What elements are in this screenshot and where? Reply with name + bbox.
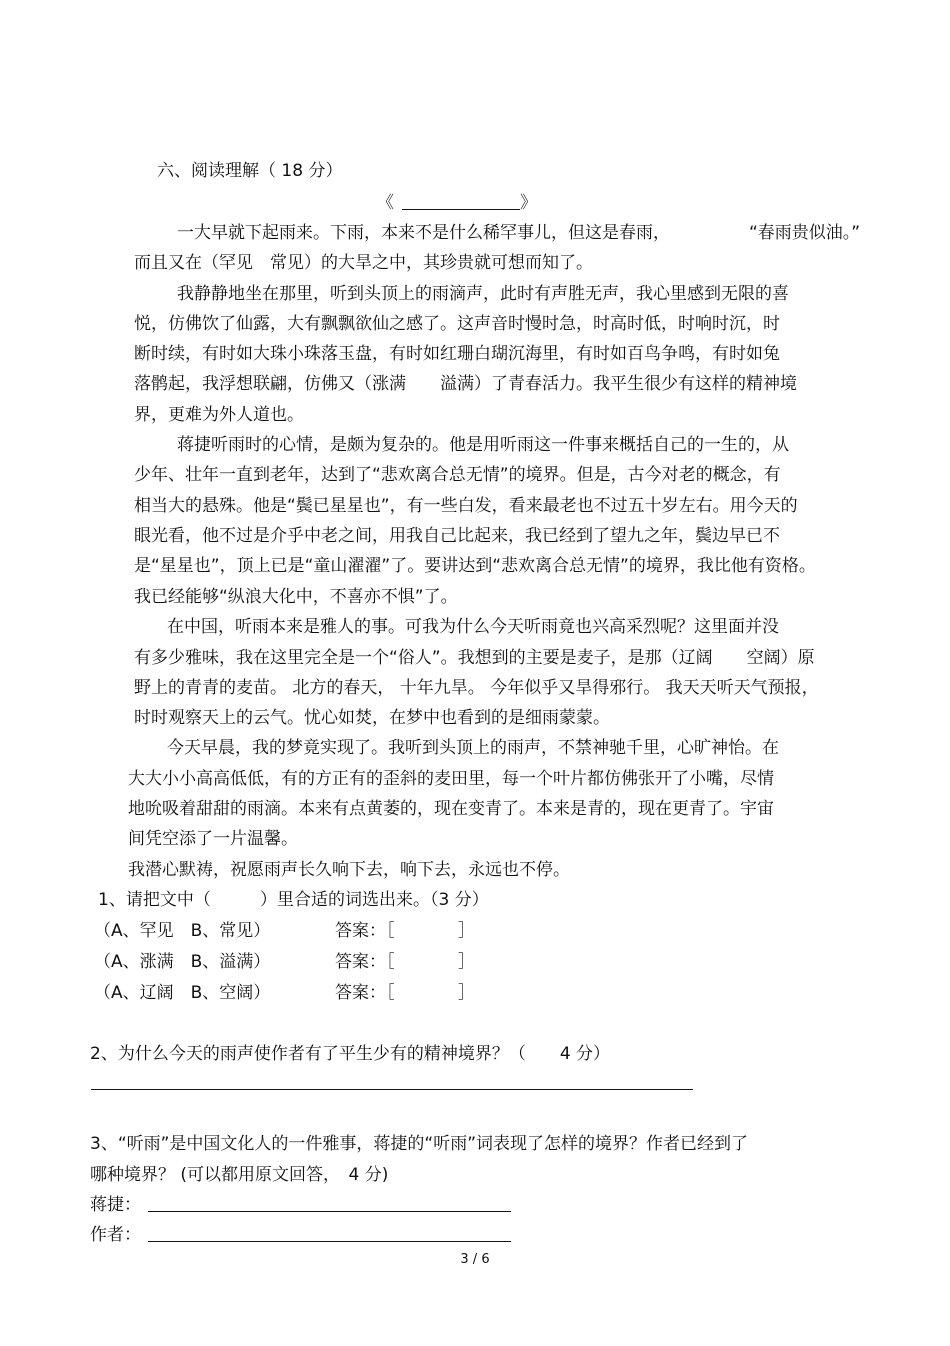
q1-answer-label: 答案：［ [335,921,395,941]
passage-line: “春雨贵似油。” [749,223,861,243]
q3-prompt-line: 哪种境界？ (可以都用原文回答， 4 分) [90,1165,389,1185]
section-title: 六、阅读理解（ 18 分） [157,161,343,181]
q1-answer-label: 答案：［ [335,983,395,1003]
q1-answer-blank[interactable] [404,920,458,942]
q1-answer-close: ］ [458,921,475,941]
passage-line: 在中国，听雨本来是雅人的事。可我为什么今天听雨竟也兴高采烈呢？这里面并没 [167,617,779,637]
title-close-bracket: 》 [520,193,537,213]
passage-line: 地吮吸着甜甜的雨滴。本来有点黄萎的，现在变青了。本来是青的，现在更青了。宇宙 [128,799,774,819]
passage-line: 界，更难为外人道也。 [134,405,304,425]
q3-label-author: 作者： [90,1225,141,1245]
passage-line: 断时续，有时如大珠小珠落玉盘，有时如红珊白瑚沉海里，有时如百鸟争鸣，有时如兔 [134,344,780,364]
q1-choices: （A、涨满 B、溢满） [94,952,271,972]
q2-answer-line[interactable] [91,1089,693,1090]
q3-label-jiangjie: 蒋捷： [90,1195,141,1215]
passage-line: 落鹘起，我浮想联翩，仿佛又（涨满 溢满）了青春活力。我平生很少有这样的精神境 [134,374,797,394]
passage-line: 我静静地坐在那里，听到头顶上的雨滴声，此时有声胜无声，我心里感到无限的喜 [177,284,789,304]
q2-prompt: 2、为什么今天的雨声使作者有了平生少有的精神境界？（ 4 分） [90,1044,611,1064]
q3-answer-line-jiangjie[interactable] [148,1211,511,1212]
passage-line: 一大早就下起雨来。下雨，本来不是什么稀罕事儿，但这是春雨， [177,223,670,243]
passage-line: 我已经能够“纵浪大化中，不喜亦不惧”了。 [134,587,458,607]
passage-line: 眼光看，他不过是介乎中老之间，用我自己比起来，我已经到了望九之年，鬓边早已不 [134,526,780,546]
passage-line: 间凭空添了一片温馨。 [128,829,298,849]
passage-line: 是“星星也”，顶上已是“童山濯濯”了。要讲达到“悲欢离合总无情”的境界，我比他有资格。 [134,556,816,576]
q1-answer-close: ］ [458,983,475,1003]
passage-line: 有多少雅味，我在这里完全是一个“俗人”。我想到的主要是麦子，是那（辽阔 空阔）原 [134,648,815,668]
page-number: 3 / 6 [460,1252,490,1267]
passage-line: 我潜心默祷，祝愿雨声长久响下去，响下去，永远也不停。 [128,860,570,880]
q3-answer-line-author[interactable] [148,1241,511,1242]
q1-answer-label: 答案：［ [335,952,395,972]
passage-line: 今天早晨，我的梦竟实现了。我听到头顶上的雨声，不禁神驰千里，心旷神怡。在 [167,738,779,758]
q1-answer-blank[interactable] [404,982,458,1004]
passage-line: 时时观察天上的云气。忧心如焚，在梦中也看到的是细雨蒙蒙。 [134,708,610,728]
q1-answer-close: ］ [458,952,475,972]
passage-line: 野上的青青的麦苗。 北方的春天， 十年九旱。 今年似乎又旱得邪行。 我天天听天气预报， [134,678,819,698]
title-blank-line [402,209,520,210]
q1-prompt-end: ）里合适的词选出来。（3 分） [260,890,489,910]
title-open-bracket: 《 [377,193,394,213]
passage-line: 蒋捷听雨时的心情，是颇为复杂的。他是用听雨这一件事来概括自己的一生的，从 [177,435,789,455]
passage-line: 悦，仿佛饮了仙露，大有飘飘欲仙之感了。这声音时慢时急，时高时低，时响时沉，时 [134,314,780,334]
q1-prompt-start: 1、请把文中（ [98,890,211,910]
q1-choices: （A、罕见 B、常见） [94,921,271,941]
passage-line: 大大小小高高低低，有的方正有的歪斜的麦田里，每一个叶片都仿佛张开了小嘴，尽情 [128,769,774,789]
q1-choices: （A、辽阔 B、空阔） [94,983,271,1003]
q3-prompt-line: 3、“听雨”是中国文化人的一件雅事，蒋捷的“听雨”词表现了怎样的境界？作者已经到了 [90,1134,749,1154]
passage-line: 少年、壮年一直到老年，达到了“悲欢离合总无情”的境界。但是，古今对老的概念，有 [134,465,781,485]
q1-answer-blank[interactable] [404,951,458,973]
passage-line: 而且又在（罕见 常见）的大旱之中，其珍贵就可想而知了。 [134,253,593,273]
passage-line: 相当大的悬殊。他是“鬓已星星也”，有一些白发，看来最老也不过五十岁左右。用今天的 [134,496,798,516]
